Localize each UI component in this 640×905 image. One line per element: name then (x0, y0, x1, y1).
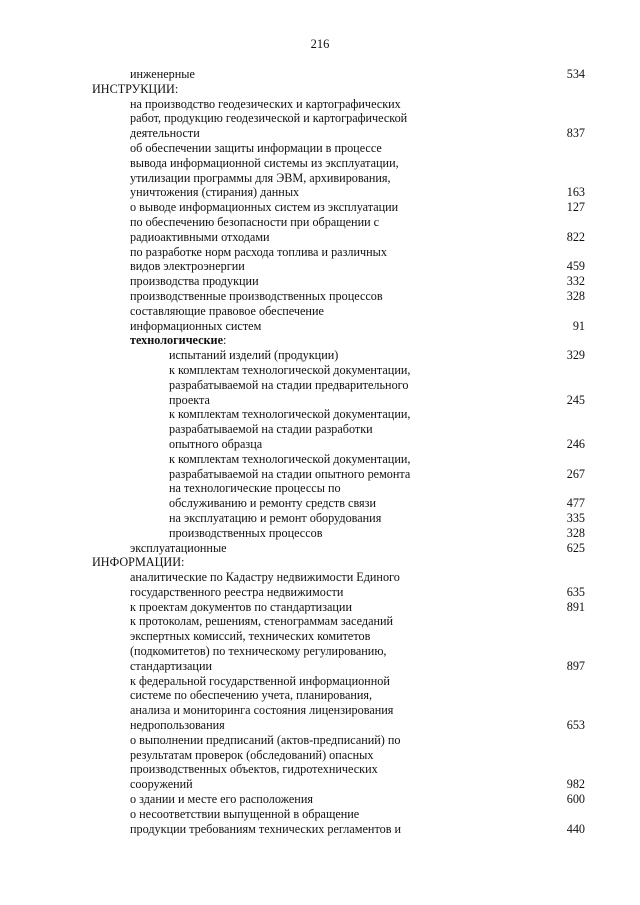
entry-text-line (0, 259, 640, 274)
entry-text-line (0, 674, 640, 689)
entry-text-line (0, 407, 640, 422)
entry-text: о здании и месте его расположения (130, 792, 313, 807)
index-heading (0, 82, 640, 97)
entry-text-line (0, 319, 640, 334)
entry-text: производственных объектов, гидротехнических (130, 762, 378, 777)
entry-text-line (0, 555, 640, 570)
page-reference: 328 (566, 525, 585, 540)
entry-text-line (0, 644, 640, 659)
entry-text: о выводе информационных систем из эксплуатации (130, 200, 399, 215)
entry-text-line (0, 614, 640, 629)
page-reference: 625 (566, 540, 585, 555)
page-reference: 267 (566, 466, 585, 481)
entry-text-line (0, 496, 640, 511)
entry-text-line (0, 777, 640, 792)
index-entry (0, 541, 640, 556)
entry-text-line (0, 67, 640, 82)
entry-text-line (0, 526, 640, 541)
index-entry (0, 526, 640, 541)
index-entry (0, 807, 640, 837)
index-entry (0, 733, 640, 792)
entry-text-line (0, 111, 640, 126)
page-reference: 332 (566, 274, 585, 289)
index-entry (0, 511, 640, 526)
entry-text-line (0, 200, 640, 215)
entry-text-line (0, 792, 640, 807)
page-reference: 891 (566, 599, 585, 614)
index-entry (0, 200, 640, 215)
entry-text-line (0, 600, 640, 615)
page-reference: 897 (566, 658, 585, 673)
entry-text: видов электроэнергии (130, 259, 245, 274)
entry-text: уничтожения (стирания) данных (130, 185, 300, 200)
entry-suffix: : (222, 333, 227, 348)
page-reference: 328 (566, 288, 585, 303)
entry-text-line (0, 215, 640, 230)
index-entry (0, 67, 640, 82)
entry-text-line (0, 481, 640, 496)
entry-text: о несоответствии выпущенной в обращение (130, 806, 360, 821)
entry-text-line (0, 245, 640, 260)
entry-text-line (0, 304, 640, 319)
page-reference: 534 (566, 67, 585, 81)
entry-text-line (0, 807, 640, 822)
entry-text: (подкомитетов) по техническому регулированию, (130, 644, 387, 659)
page-reference: 246 (566, 436, 585, 451)
index-entry (0, 674, 640, 733)
page-reference: 245 (566, 392, 585, 407)
entry-text: разрабатываемой на стадии опытного ремонта (169, 466, 411, 481)
entry-text-line (0, 82, 640, 97)
index-entry (0, 792, 640, 807)
page-reference: 440 (566, 821, 585, 836)
page-reference: 822 (566, 229, 585, 244)
index-entry (0, 407, 640, 451)
entry-text: стандартизации (130, 658, 212, 673)
entry-text-line (0, 437, 640, 452)
entry-text: продукции требованиям технических регламентов и (130, 821, 402, 836)
entry-text-line (0, 274, 640, 289)
index-entry (0, 304, 640, 334)
entry-text: эксплуатационные (130, 540, 227, 555)
page-number: 216 (310, 37, 330, 51)
entry-text: проекта (169, 392, 210, 407)
entry-text: на производство геодезических и картографических (130, 96, 401, 111)
entry-text: аналитические по Кадастру недвижимости Единого (130, 570, 400, 585)
entry-text-line (0, 171, 640, 186)
page-reference: 127 (566, 200, 585, 215)
index-entry (0, 245, 640, 275)
entry-text-line (0, 126, 640, 141)
page-reference: 459 (566, 259, 585, 274)
page-reference: 91 (572, 318, 585, 333)
entry-text-line (0, 452, 640, 467)
entry-text: опытного образца (169, 436, 263, 451)
entry-text-line (0, 570, 640, 585)
index-heading (0, 555, 640, 570)
entry-text: испытаний изделий (продукции) (169, 348, 339, 363)
entry-text: к федеральной государственной информационной (130, 673, 390, 688)
entry-text: к проектам документов по стандартизации (130, 599, 352, 614)
entry-text-line (0, 348, 640, 363)
entry-text: государственного реестра недвижимости (130, 584, 344, 599)
entry-text: на технологические процессы по (169, 481, 341, 496)
index-entry (0, 215, 640, 245)
entry-text-line (0, 718, 640, 733)
entry-text: работ, продукцию геодезической и картографической (130, 111, 408, 126)
entry-text: разрабатываемой на стадии разработки (169, 422, 373, 437)
page-reference: 600 (566, 792, 585, 807)
index-entry (0, 348, 640, 363)
entry-text-line (0, 659, 640, 674)
entry-text: на эксплуатацию и ремонт оборудования (169, 510, 382, 525)
entry-text: вывода информационной системы из эксплуатации, (130, 155, 399, 170)
entry-text-line (0, 585, 640, 600)
entry-text-line (0, 141, 640, 156)
index-entry (0, 481, 640, 511)
entry-text-line (0, 629, 640, 644)
page-reference: 335 (566, 510, 585, 525)
entry-text-line (0, 733, 640, 748)
entry-text-line (0, 688, 640, 703)
entry-text: о выполнении предписаний (актов-предписаний) по (130, 732, 401, 747)
entry-text-line (0, 703, 640, 718)
page-reference: 329 (566, 348, 585, 363)
entry-text-line (0, 762, 640, 777)
entry-text-line (0, 748, 640, 763)
page-reference: 635 (566, 584, 585, 599)
entry-text: к комплектам технологической документации, (169, 407, 411, 422)
entry-text: утилизации программы для ЭВМ, архивирования, (130, 170, 391, 185)
entry-text-line (0, 289, 640, 304)
entry-text: инженерные (130, 67, 195, 81)
entry-text-line (0, 363, 640, 378)
entry-text-line (0, 378, 640, 393)
entry-text-line (0, 511, 640, 526)
entry-text: об обеспечении защиты информации в процессе (130, 140, 382, 155)
entry-text-line (0, 333, 640, 348)
index-entry (0, 363, 640, 407)
entry-text-line (0, 97, 640, 112)
entry-text-line (0, 541, 640, 556)
entry-text-line (0, 185, 640, 200)
entry-text-line (0, 467, 640, 482)
entry-text: системе по обеспечению учета, планирования, (130, 688, 373, 703)
index-entry (0, 141, 640, 200)
entry-text: радиоактивными отходами (130, 229, 270, 244)
entry-text: сооружений (130, 777, 193, 792)
entry-text: к протоколам, решениям, стенограммам заседаний (130, 614, 394, 629)
index-entry (0, 97, 640, 141)
index-entry (0, 570, 640, 600)
index-entry (0, 614, 640, 673)
page-reference: 653 (566, 718, 585, 733)
entry-text: результатам проверок (обследований) опасных (130, 747, 374, 762)
entry-text-line (0, 230, 640, 245)
page-reference: 163 (566, 185, 585, 200)
index-entry (0, 452, 640, 482)
entry-text: составляющие правовое обеспечение (130, 303, 324, 318)
entry-text: к комплектам технологической документации, (169, 451, 411, 466)
entry-text: производственных процессов (169, 525, 323, 540)
entry-text: ИНФОРМАЦИИ: (92, 555, 185, 570)
entry-text: производственные производственных процессов (130, 288, 383, 303)
entry-text: по разработке норм расхода топлива и различных (130, 244, 387, 259)
index-entry (0, 274, 640, 289)
index-entry (0, 333, 640, 348)
entry-text: обслуживанию и ремонту средств связи (169, 496, 377, 511)
entry-text: ИНСТРУКЦИИ: (92, 81, 179, 96)
entry-text: недропользования (130, 718, 225, 733)
entry-text-line (0, 393, 640, 408)
entry-text: производства продукции (130, 274, 259, 289)
entry-text: к комплектам технологической документации, (169, 362, 411, 377)
entry-text-line (0, 822, 640, 837)
entry-text: деятельности (130, 126, 200, 141)
entry-text-line (0, 156, 640, 171)
page-reference: 477 (566, 496, 585, 511)
entry-text-line (0, 422, 640, 437)
entry-text: экспертных комиссий, технических комитетов (130, 629, 371, 644)
entry-text: разрабатываемой на стадии предварительного (169, 377, 409, 392)
entry-text: анализа и мониторинга состояния лицензирования (130, 703, 394, 718)
index-entry (0, 289, 640, 304)
page-reference: 837 (566, 126, 585, 141)
entry-text: по обеспечению безопасности при обращении с (130, 214, 380, 229)
entry-text: информационных систем (130, 318, 262, 333)
page-reference: 982 (566, 777, 585, 792)
subject-index (0, 67, 640, 836)
index-entry (0, 600, 640, 615)
entry-text: технологические (130, 333, 223, 348)
